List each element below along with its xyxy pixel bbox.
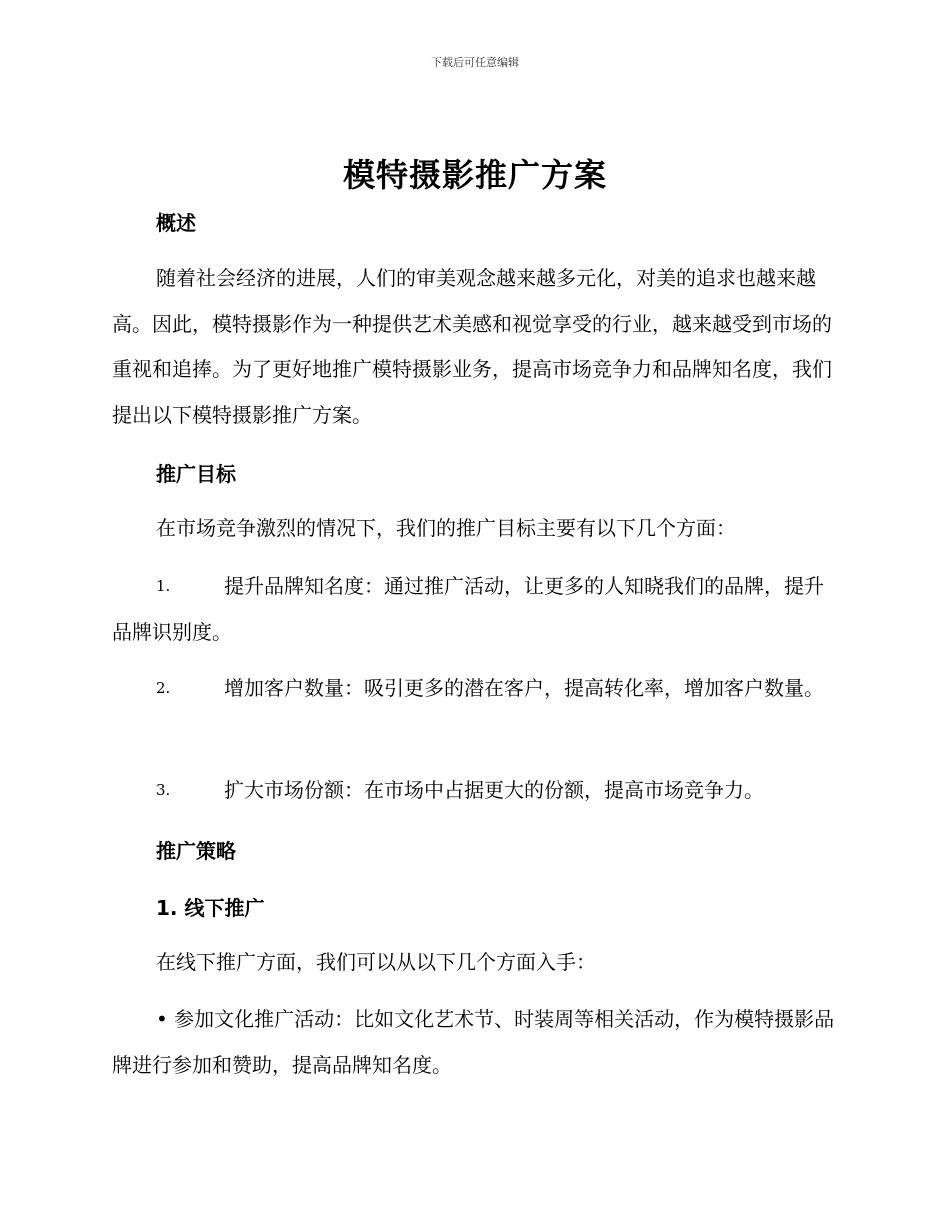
list-number: 3.	[156, 781, 171, 799]
list-item	[112, 564, 836, 655]
section-heading-strategy: 推广策略	[156, 839, 236, 863]
list-text: 增加客户数量：吸引更多的潜在客户，提高转化率，增加客户数量。	[224, 676, 824, 700]
goals-intro: 在市场竞争激烈的情况下，我们的推广目标主要有以下几个方面：	[156, 516, 736, 540]
strategy-intro: 在线下推广方面，我们可以从以下几个方面入手：	[156, 950, 596, 974]
list-number: 2.	[156, 679, 171, 697]
strategy-bullet: • 参加文化推广活动：比如文化艺术节、时装周等相关活动，作为模特摄影品牌进行参加和赞助，提高品牌知名度。	[112, 1007, 835, 1077]
list-item	[112, 768, 836, 814]
page-title: 模特摄影推广方案	[342, 156, 607, 194]
list-text: 提升品牌知名度：通过推广活动，让更多的人知晓我们的品牌，提升品牌识别度。	[112, 574, 824, 644]
overview-paragraph: 随着社会经济的进展，人们的审美观念越来越多元化，对美的追求也越来越高。因此，模特摄影作为一种提供艺术美感和视觉享受的行业，越来越受到市场的重视和追捧。为了更好地推广模特摄影业务，提高市场竞争力和品牌知名度，我们提出以下模特摄影推广方案。	[112, 266, 832, 427]
list-item	[112, 666, 836, 712]
subsection-heading-offline: 1. 线下推广	[156, 896, 265, 920]
header-note: 下载后可任意编辑	[431, 56, 519, 69]
section-heading-goals: 推广目标	[156, 462, 236, 486]
list-text: 扩大市场份额：在市场中占据更大的份额，提高市场竞争力。	[224, 778, 764, 802]
list-number: 1.	[156, 577, 171, 595]
section-heading-overview: 概述	[156, 211, 196, 235]
